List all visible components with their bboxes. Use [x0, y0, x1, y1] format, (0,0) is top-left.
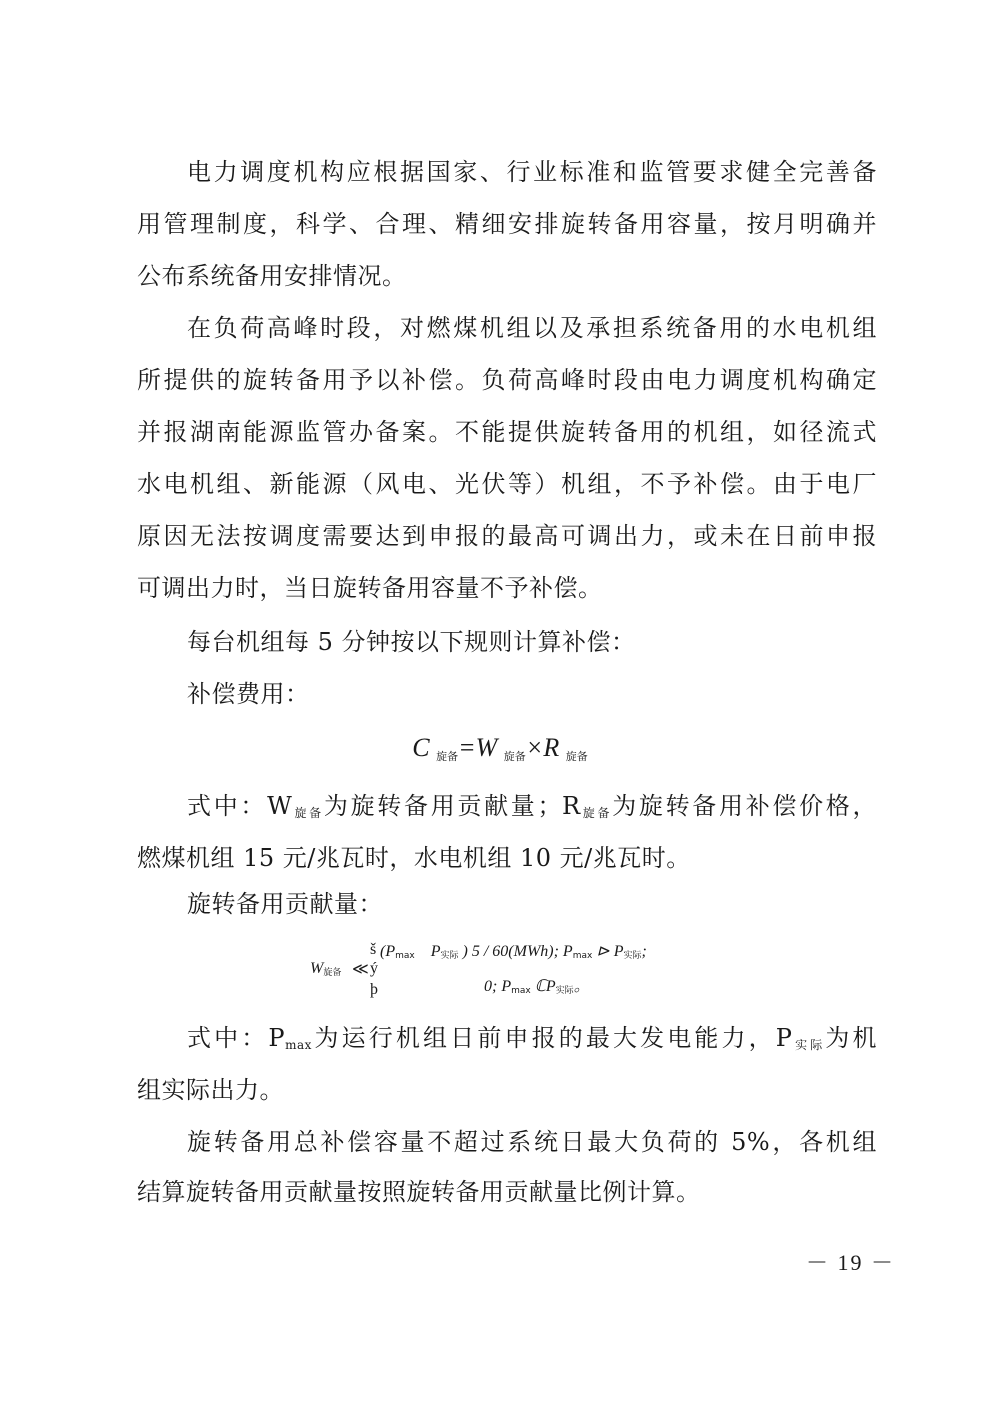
p5-subscript-1: 旋备	[292, 806, 324, 820]
formula2-row1-d: ;	[641, 943, 647, 960]
formula-c: C	[412, 733, 430, 762]
formula-times-r: ×R	[525, 733, 560, 762]
p5-text-c: 为旋转备用补偿价格，	[612, 792, 877, 820]
paragraph-5-line-2: 燃煤机组 15 元/兆瓦时，水电机组 10 元/兆瓦时。	[137, 844, 691, 872]
paragraph-1-line-1: 电力调度机构应根据国家、行业标准和监管要求健全完善备	[187, 158, 877, 186]
formula-eq-w: =W	[458, 733, 498, 762]
paragraph-2-line-6: 可调出力时，当日旋转备用容量不予补偿。	[137, 574, 603, 602]
formula2-row1-a: (P	[380, 943, 396, 960]
paragraph-7-line-2: 组实际出力。	[137, 1076, 284, 1104]
paragraph-1-line-3: 公布系统备用安排情况。	[137, 262, 407, 290]
p7-subscript-1: max	[285, 1038, 312, 1052]
p7-text-b: 为运行机组日前申报的最大发电能力，P	[311, 1024, 793, 1052]
formula2-w	[310, 960, 341, 978]
formula2-row1-max2: max	[572, 951, 593, 961]
formula2-row2-b: ℂP	[530, 978, 556, 995]
formula2-brace-bot: þ	[370, 981, 378, 998]
paragraph-7-line-1	[187, 1018, 877, 1065]
paragraph-2-line-5: 原因无法按调度需要达到申报的最高可调出力，或未在日前申报	[137, 522, 877, 550]
p5-text-a: 式中：W	[187, 792, 293, 820]
formula2-row1-sub2: 实际	[623, 951, 642, 961]
formula2-row2-sub: 实际	[555, 986, 574, 996]
contribution-formula	[0, 935, 1000, 1005]
formula2-row2-max: max	[511, 986, 531, 996]
formula2-row-2	[484, 973, 590, 996]
paragraph-3: 每台机组每 5 分钟按以下规则计算补偿：	[187, 628, 636, 656]
formula2-row-1	[380, 941, 647, 961]
formula2-row1-p: P	[430, 943, 441, 960]
paragraph-2-line-2: 所提供的旋转备用予以补偿。负荷高峰时段由电力调度机构确定	[137, 366, 877, 394]
page-number: － 19 －	[806, 1250, 896, 1275]
formula-c-subscript: 旋备	[436, 750, 459, 763]
paragraph-1-line-2: 用管理制度，科学、合理、精细安排旋转备用容量，按月明确并	[137, 210, 877, 238]
p5-text-b: 为旋转备用贡献量；R	[323, 792, 581, 820]
formula-r-subscript: 旋备	[565, 750, 588, 763]
paragraph-4: 补偿费用：	[187, 680, 310, 708]
paragraph-2-line-1: 在负荷高峰时段，对燃煤机组以及承担系统备用的水电机组	[187, 314, 877, 342]
formula2-w-letter: W	[310, 960, 324, 977]
formula2-row1-b: ) 5 / 60(MWh); P	[462, 943, 573, 960]
formula2-brace-top: š	[370, 941, 377, 958]
paragraph-6: 旋转备用贡献量：	[187, 890, 383, 918]
formula2-row1-sub: 实际	[440, 951, 459, 961]
paragraph-8-line-1: 旋转备用总补偿容量不超过系统日最大负荷的 5%，各机组	[187, 1128, 877, 1156]
p7-text-c: 为机	[825, 1024, 877, 1052]
compensation-formula	[0, 728, 1000, 777]
p5-subscript-2: 旋备	[580, 806, 613, 820]
formula-w-subscript: 旋备	[503, 750, 526, 763]
p7-subscript-2: 实际	[792, 1038, 826, 1052]
formula2-row2-c: 。	[573, 978, 590, 995]
formula2-brace: ≪	[352, 961, 369, 978]
formula2-brace-mid: ý	[370, 960, 378, 977]
paragraph-2-line-4: 水电机组、新能源（风电、光伏等）机组，不予补偿。由于电厂	[137, 470, 877, 498]
formula2-row2-a: 0; P	[484, 978, 512, 995]
formula2-row1-max: max	[395, 951, 415, 961]
paragraph-5-line-1	[187, 786, 877, 833]
paragraph-2-line-3: 并报湖南能源监管办备案。不能提供旋转备用的机组，如径流式	[137, 418, 877, 446]
formula2-row1-c: ⊳ P	[592, 943, 624, 960]
paragraph-8-line-2: 结算旋转备用贡献量按照旋转备用贡献量比例计算。	[137, 1178, 701, 1206]
formula2-w-subscript: 旋备	[323, 968, 342, 978]
p7-text-a: 式中：P	[187, 1024, 286, 1052]
